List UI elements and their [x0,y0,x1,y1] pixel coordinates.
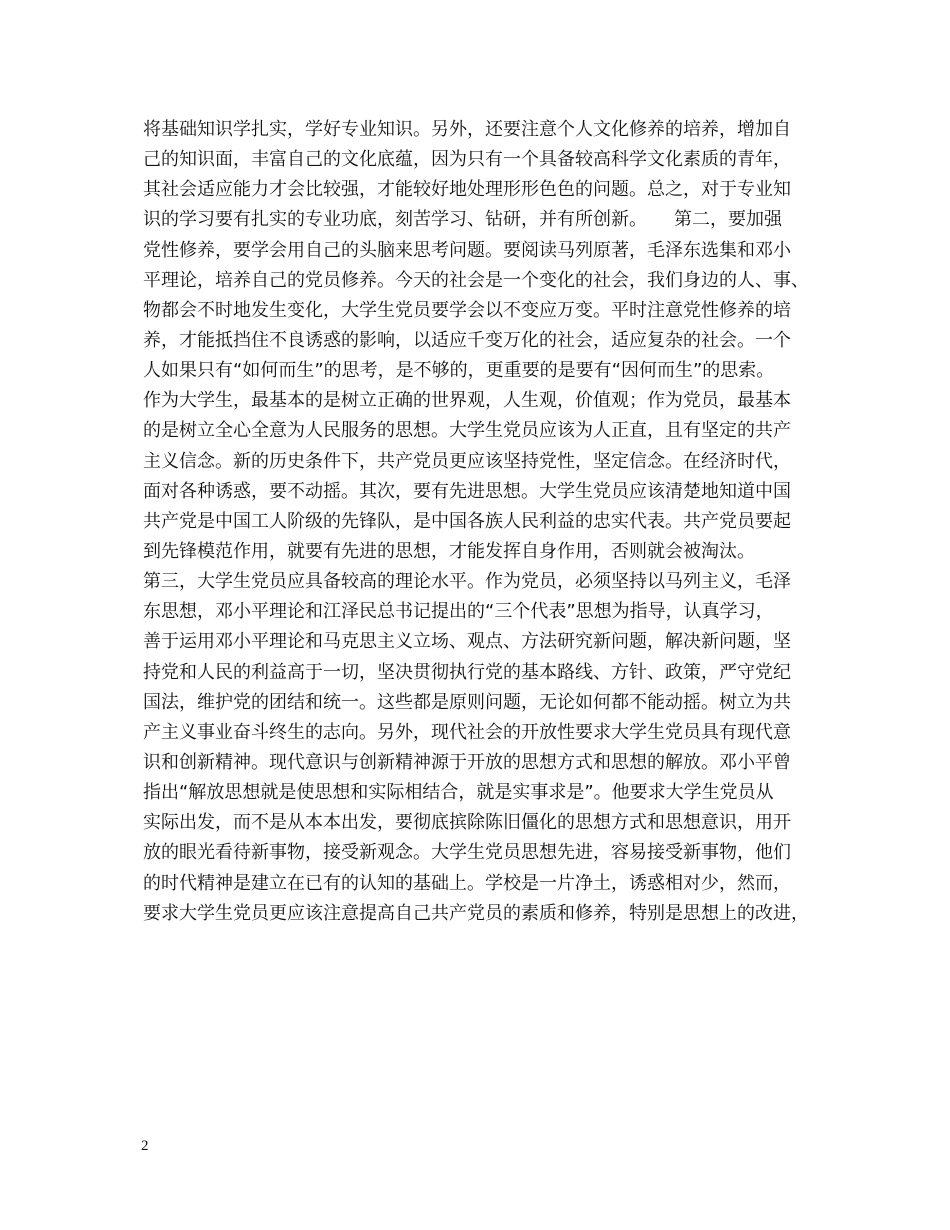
text-line: 国法，维护党的团结和统一。这些都是原则问题，无论如何都不能动摇。树立为共 [143,691,791,713]
text-line: 实际出发，而不是从本本出发，要彻底摈除陈旧僵化的思想方式和思想意识，用开 [143,812,791,834]
text-line: 产主义事业奋斗终生的志向。另外，现代社会的开放性要求大学生党员具有现代意 [143,721,791,743]
text-line: 党性修养，要学会用自己的头脑来思考问题。要阅读马列原著，毛泽东选集和邓小 [143,239,791,261]
text-line: 平理论，培养自己的党员修养。今天的社会是一个变化的社会，我们身边的人、事、 [143,269,809,291]
text-line: 共产党是中国工人阶级的先锋队，是中国各族人民利益的忠实代表。共产党员要起 [143,510,791,532]
text-line: 面对各种诱惑，要不动摇。其次，要有先进思想。大学生党员应该清楚地知道中国 [143,480,791,502]
text-line: 识的学习要有扎实的专业功底，刻苦学习、钻研，并有所创新。 第二，要加强 [143,209,782,231]
text-line: 东思想，邓小平理论和江泽民总书记提出的“三个代表”思想为指导，认真学习， [143,601,774,623]
text-line: 指出“解放思想就是使思想和实际相结合，就是实事求是”。他要求大学生党员从 [143,782,774,804]
text-line: 持党和人民的利益高于一切，坚决贯彻执行党的基本路线、方针、政策，严守党纪 [143,661,791,683]
text-line: 的是树立全心全意为人民服务的思想。大学生党员应该为人正直，且有坚定的共产 [143,420,791,442]
text-line: 放的眼光看待新事物，接受新观念。大学生党员思想先进，容易接受新事物，他们 [143,842,791,864]
text-line: 的时代精神是建立在已有的认知的基础上。学校是一片净土，诱惑相对少，然而， [143,872,791,894]
text-line: 善于运用邓小平理论和马克思主义立场、观点、方法研究新问题，解决新问题，坚 [143,631,791,653]
text-line: 其社会适应能力才会比较强，才能较好地处理形形色色的问题。总之，对于专业知 [143,179,791,201]
text-line: 主义信念。新的历史条件下，共产党员更应该坚持党性，坚定信念。在经济时代， [143,450,791,472]
page-number: 2 [141,1138,149,1154]
text-line: 己的知识面，丰富自己的文化底蕴，因为只有一个具备较高科学文化素质的青年， [143,149,791,171]
text-line: 要求大学生党员更应该注意提高自己共产党员的素质和修养，特别是思想上的改进， [143,902,809,924]
text-line: 将基础知识学扎实，学好专业知识。另外，还要注意个人文化修养的培养，增加自 [143,119,791,140]
text-line: 到先锋模范作用，就要有先进的思想，才能发挥自身作用，否则就会被淘汰。 [143,540,755,562]
text-line: 作为大学生，最基本的是树立正确的世界观，人生观，价值观；作为党员，最基本 [143,390,791,412]
text-line: 养，才能抵挡住不良诱惑的影响，以适应千变万化的社会，适应复杂的社会。一个 [143,329,791,351]
text-line: 识和创新精神。现代意识与创新精神源于开放的思想方式和思想的解放。邓小平曾 [143,751,791,773]
text-line: 物都会不时地发生变化，大学生党员要学会以不变应万变。平时注意党性修养的培 [143,299,791,321]
text-line: 人如果只有“如何而生”的思考，是不够的，更重要的是要有“因何而生”的思索。 [143,360,775,382]
text-line: 第三，大学生党员应具备较高的理论水平。作为党员，必须坚持以马列主义，毛泽 [143,571,791,593]
body-text [143,115,843,929]
